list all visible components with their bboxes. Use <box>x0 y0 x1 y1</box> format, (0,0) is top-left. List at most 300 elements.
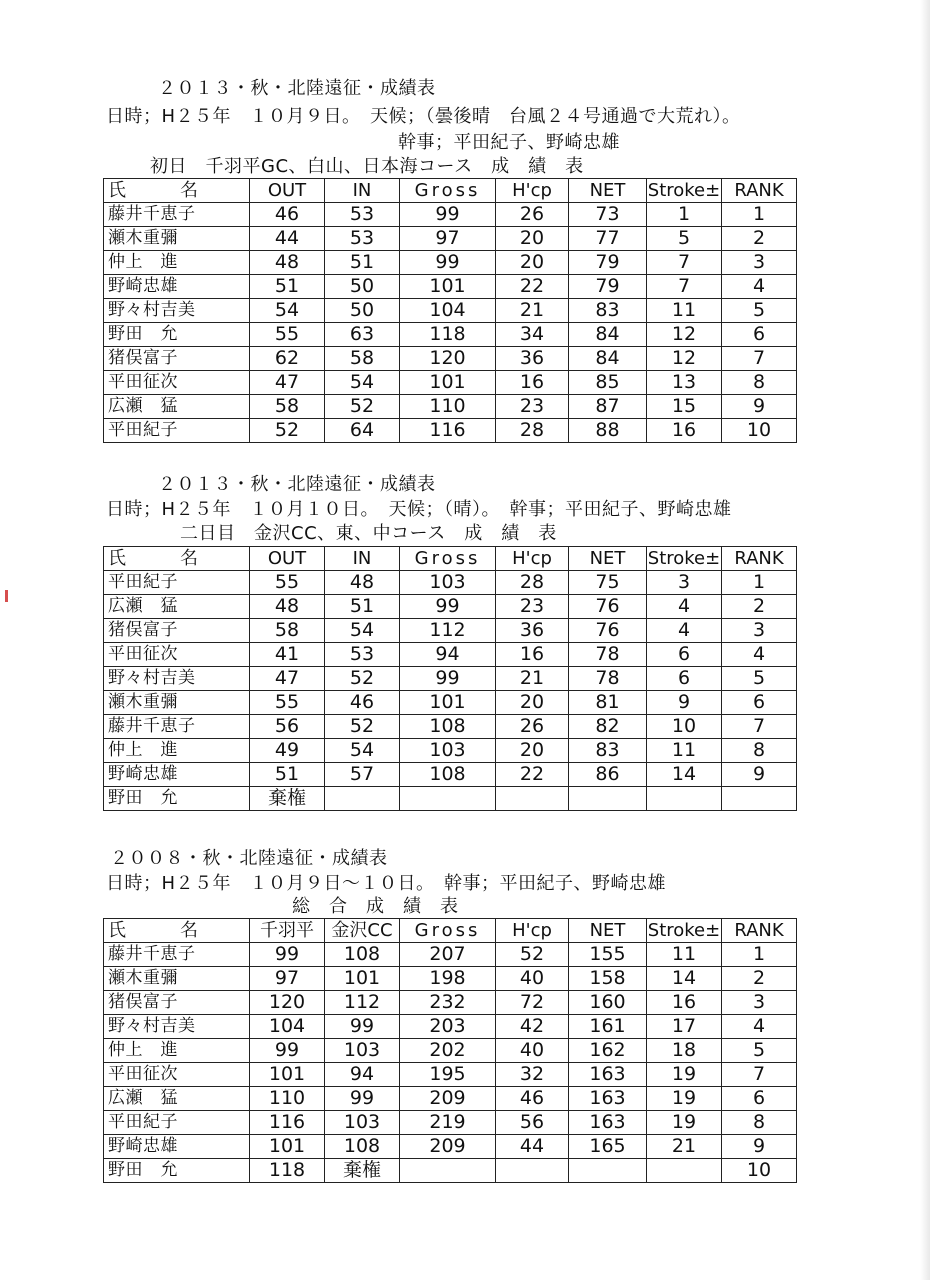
score-col2: 51 <box>325 251 400 275</box>
player-name: 瀬木重彌 <box>104 227 250 251</box>
table-row <box>104 787 797 811</box>
table-row <box>104 991 797 1015</box>
scan-artifact <box>5 590 8 602</box>
score-col1: 44 <box>250 227 325 251</box>
rank: 2 <box>722 227 797 251</box>
section-3-subtitle: 総 合 成 績 表 <box>292 896 459 917</box>
score-col2: 99 <box>325 1015 400 1039</box>
player-name: 野田 允 <box>104 1159 250 1183</box>
score-col1: 56 <box>250 715 325 739</box>
handicap: 26 <box>496 715 569 739</box>
rank: 7 <box>722 715 797 739</box>
score-col1: 118 <box>250 1159 325 1183</box>
net-score <box>569 1159 647 1183</box>
table-row <box>104 1111 797 1135</box>
score-col1: 58 <box>250 619 325 643</box>
player-name: 藤井千恵子 <box>104 943 250 967</box>
section-1-organizer: 幹事；平田紀子、野崎忠雄 <box>398 132 620 153</box>
score-col1: 41 <box>250 643 325 667</box>
table-row <box>104 1015 797 1039</box>
table-row <box>104 299 797 323</box>
score-col2: 108 <box>325 943 400 967</box>
score-col2: 64 <box>325 419 400 443</box>
stroke-diff: 12 <box>647 323 722 347</box>
player-name: 瀬木重彌 <box>104 691 250 715</box>
handicap: 28 <box>496 571 569 595</box>
net-score: 155 <box>569 943 647 967</box>
handicap: 16 <box>496 371 569 395</box>
score-col2: 51 <box>325 595 400 619</box>
handicap: 56 <box>496 1111 569 1135</box>
player-name: 広瀬 猛 <box>104 395 250 419</box>
table-row <box>104 395 797 419</box>
score-col1: 97 <box>250 967 325 991</box>
section-3-info: 日時；H２５年 １０月９日～１０日。 幹事；平田紀子、野崎忠雄 <box>106 873 667 894</box>
handicap <box>496 1159 569 1183</box>
stroke-diff: 7 <box>647 251 722 275</box>
player-name: 平田征次 <box>104 371 250 395</box>
rank: 4 <box>722 275 797 299</box>
rank: 3 <box>722 619 797 643</box>
gross-score: 209 <box>400 1135 496 1159</box>
score-col1: 51 <box>250 763 325 787</box>
player-name: 猪俣富子 <box>104 347 250 371</box>
gross-score: 101 <box>400 691 496 715</box>
handicap: 36 <box>496 619 569 643</box>
gross-score: 219 <box>400 1111 496 1135</box>
net-score: 85 <box>569 371 647 395</box>
stroke-diff: 16 <box>647 991 722 1015</box>
table-row <box>104 595 797 619</box>
gross-score <box>400 787 496 811</box>
score-col2: 54 <box>325 619 400 643</box>
stroke-diff: 19 <box>647 1111 722 1135</box>
handicap: 36 <box>496 347 569 371</box>
handicap: 40 <box>496 1039 569 1063</box>
gross-score: 101 <box>400 371 496 395</box>
score-col1: 99 <box>250 943 325 967</box>
score-col2: 53 <box>325 643 400 667</box>
gross-score: 99 <box>400 595 496 619</box>
rank: 8 <box>722 371 797 395</box>
rank: 5 <box>722 299 797 323</box>
handicap: 23 <box>496 595 569 619</box>
table-row <box>104 371 797 395</box>
stroke-diff: 7 <box>647 275 722 299</box>
player-name: 瀬木重彌 <box>104 967 250 991</box>
handicap: 20 <box>496 691 569 715</box>
table-row <box>104 419 797 443</box>
table-row <box>104 643 797 667</box>
stroke-diff: 13 <box>647 371 722 395</box>
net-score: 79 <box>569 251 647 275</box>
rank: 3 <box>722 251 797 275</box>
player-name: 野崎忠雄 <box>104 1135 250 1159</box>
table-row <box>104 715 797 739</box>
net-score: 83 <box>569 299 647 323</box>
handicap: 34 <box>496 323 569 347</box>
score-col2: 54 <box>325 371 400 395</box>
section-3-title: ２００８・秋・北陸遠征・成績表 <box>110 848 388 869</box>
gross-score: 118 <box>400 323 496 347</box>
score-col1: 48 <box>250 595 325 619</box>
rank: 7 <box>722 347 797 371</box>
gross-score <box>400 1159 496 1183</box>
gross-score: 116 <box>400 419 496 443</box>
header-name: 氏 名 <box>104 919 250 943</box>
stroke-diff: 19 <box>647 1087 722 1111</box>
table-header-row <box>104 919 797 943</box>
rank: 9 <box>722 1135 797 1159</box>
score-col2: 58 <box>325 347 400 371</box>
header-stroke: Stroke± <box>647 548 721 569</box>
stroke-diff: 3 <box>647 571 722 595</box>
header-col2: 金沢CC <box>325 919 400 943</box>
rank: 1 <box>722 203 797 227</box>
handicap: 72 <box>496 991 569 1015</box>
score-col1: 101 <box>250 1135 325 1159</box>
stroke-diff: 6 <box>647 643 722 667</box>
rank: 6 <box>722 691 797 715</box>
stroke-diff: 4 <box>647 595 722 619</box>
score-col2: 48 <box>325 571 400 595</box>
header-net: NET <box>569 179 647 203</box>
stroke-diff: 10 <box>647 715 722 739</box>
player-name: 仲上 進 <box>104 1039 250 1063</box>
handicap: 16 <box>496 643 569 667</box>
score-col1: 55 <box>250 323 325 347</box>
player-name: 広瀬 猛 <box>104 595 250 619</box>
gross-score: 101 <box>400 275 496 299</box>
score-col2: 63 <box>325 323 400 347</box>
score-col1: 58 <box>250 395 325 419</box>
table-header-row <box>104 547 797 571</box>
stroke-diff: 5 <box>647 227 722 251</box>
table-row <box>104 275 797 299</box>
stroke-diff: 6 <box>647 667 722 691</box>
gross-score: 110 <box>400 395 496 419</box>
stroke-diff: 9 <box>647 691 722 715</box>
table-row <box>104 739 797 763</box>
gross-score: 112 <box>400 619 496 643</box>
handicap: 52 <box>496 943 569 967</box>
score-col2: 99 <box>325 1087 400 1111</box>
net-score: 88 <box>569 419 647 443</box>
table-row <box>104 1039 797 1063</box>
header-hcp: H'cp <box>496 919 569 943</box>
score-col2: 52 <box>325 395 400 419</box>
section-1-title: ２０１３・秋・北陸遠征・成績表 <box>158 78 436 99</box>
score-col2: 57 <box>325 763 400 787</box>
score-col2: 46 <box>325 691 400 715</box>
table-row <box>104 619 797 643</box>
header-rank: RANK <box>722 179 797 203</box>
score-col1: 101 <box>250 1063 325 1087</box>
net-score <box>569 787 647 811</box>
stroke-diff: 12 <box>647 347 722 371</box>
gross-score: 207 <box>400 943 496 967</box>
handicap: 32 <box>496 1063 569 1087</box>
score-col2: 54 <box>325 739 400 763</box>
header-stroke: Stroke± <box>647 920 721 941</box>
net-score: 84 <box>569 323 647 347</box>
stroke-diff: 1 <box>647 203 722 227</box>
score-col2: 52 <box>325 667 400 691</box>
handicap <box>496 787 569 811</box>
player-name: 野々村吉美 <box>104 299 250 323</box>
rank <box>722 787 797 811</box>
header-net: NET <box>569 547 647 571</box>
player-name: 仲上 進 <box>104 251 250 275</box>
gross-score: 99 <box>400 667 496 691</box>
stroke-diff: 16 <box>647 419 722 443</box>
net-score: 161 <box>569 1015 647 1039</box>
rank: 8 <box>722 739 797 763</box>
gross-score: 209 <box>400 1087 496 1111</box>
gross-score: 198 <box>400 967 496 991</box>
score-col1: 120 <box>250 991 325 1015</box>
net-score: 86 <box>569 763 647 787</box>
net-score: 162 <box>569 1039 647 1063</box>
gross-score: 103 <box>400 739 496 763</box>
header-col1: 千羽平 <box>250 919 325 943</box>
net-score: 79 <box>569 275 647 299</box>
score-col1: 99 <box>250 1039 325 1063</box>
gross-score: 97 <box>400 227 496 251</box>
net-score: 158 <box>569 967 647 991</box>
score-col1: 62 <box>250 347 325 371</box>
score-col1: 55 <box>250 691 325 715</box>
score-col1: 104 <box>250 1015 325 1039</box>
gross-score: 103 <box>400 571 496 595</box>
score-col1: 48 <box>250 251 325 275</box>
section-2-info: 日時；H２５年 １０月１０日。 天候；（晴）。 幹事；平田紀子、野崎忠雄 <box>106 499 732 520</box>
rank: 9 <box>722 395 797 419</box>
score-col1: 110 <box>250 1087 325 1111</box>
header-hcp: H'cp <box>496 179 569 203</box>
section-1-subtitle: 初日 千羽平GC、白山、日本海コース 成 績 表 <box>150 156 584 177</box>
net-score: 75 <box>569 571 647 595</box>
rank: 8 <box>722 1111 797 1135</box>
stroke-diff <box>647 1159 722 1183</box>
handicap: 28 <box>496 419 569 443</box>
rank: 10 <box>722 419 797 443</box>
section-2-subtitle: 二日目 金沢CC、東、中コース 成 績 表 <box>180 523 557 544</box>
player-name: 野崎忠雄 <box>104 275 250 299</box>
header-name: 氏 名 <box>104 179 250 203</box>
handicap: 21 <box>496 299 569 323</box>
table-row <box>104 347 797 371</box>
handicap: 23 <box>496 395 569 419</box>
page-edge <box>920 0 930 1280</box>
net-score: 76 <box>569 619 647 643</box>
section-2-table <box>103 546 797 811</box>
net-score: 78 <box>569 643 647 667</box>
score-col2: 103 <box>325 1039 400 1063</box>
player-name: 平田征次 <box>104 643 250 667</box>
player-name: 猪俣富子 <box>104 991 250 1015</box>
player-name: 広瀬 猛 <box>104 1087 250 1111</box>
header-stroke: Stroke± <box>647 180 721 201</box>
net-score: 87 <box>569 395 647 419</box>
table-row <box>104 571 797 595</box>
handicap: 20 <box>496 227 569 251</box>
handicap: 21 <box>496 667 569 691</box>
player-name: 藤井千恵子 <box>104 715 250 739</box>
header-net: NET <box>569 919 647 943</box>
header-name: 氏 名 <box>104 547 250 571</box>
score-col2: 103 <box>325 1111 400 1135</box>
rank: 3 <box>722 991 797 1015</box>
gross-score: 108 <box>400 715 496 739</box>
net-score: 73 <box>569 203 647 227</box>
table-row <box>104 1135 797 1159</box>
table-row <box>104 1159 797 1183</box>
score-col2: 53 <box>325 203 400 227</box>
score-col2: 棄権 <box>325 1159 400 1183</box>
table-row <box>104 967 797 991</box>
rank: 10 <box>722 1159 797 1183</box>
gross-score: 104 <box>400 299 496 323</box>
player-name: 野々村吉美 <box>104 667 250 691</box>
section-3-table <box>103 918 797 1183</box>
stroke-diff: 18 <box>647 1039 722 1063</box>
stroke-diff: 11 <box>647 943 722 967</box>
gross-score: 120 <box>400 347 496 371</box>
net-score: 76 <box>569 595 647 619</box>
table-row <box>104 667 797 691</box>
score-col1: 116 <box>250 1111 325 1135</box>
stroke-diff: 14 <box>647 763 722 787</box>
score-col2: 112 <box>325 991 400 1015</box>
player-name: 野田 允 <box>104 787 250 811</box>
table-row <box>104 1087 797 1111</box>
gross-score: 99 <box>400 251 496 275</box>
rank: 2 <box>722 595 797 619</box>
header-gross: Gross <box>400 547 496 571</box>
score-col2: 94 <box>325 1063 400 1087</box>
rank: 4 <box>722 643 797 667</box>
score-col1: 47 <box>250 667 325 691</box>
rank: 1 <box>722 571 797 595</box>
player-name: 野田 允 <box>104 323 250 347</box>
header-gross: Gross <box>400 919 496 943</box>
net-score: 163 <box>569 1087 647 1111</box>
net-score: 77 <box>569 227 647 251</box>
player-name: 平田紀子 <box>104 571 250 595</box>
gross-score: 99 <box>400 203 496 227</box>
rank: 6 <box>722 1087 797 1111</box>
score-col2: 108 <box>325 1135 400 1159</box>
net-score: 78 <box>569 667 647 691</box>
score-col1: 47 <box>250 371 325 395</box>
net-score: 83 <box>569 739 647 763</box>
score-col2 <box>325 787 400 811</box>
gross-score: 232 <box>400 991 496 1015</box>
table-row <box>104 763 797 787</box>
handicap: 20 <box>496 251 569 275</box>
table-row <box>104 203 797 227</box>
stroke-diff: 14 <box>647 967 722 991</box>
gross-score: 203 <box>400 1015 496 1039</box>
handicap: 42 <box>496 1015 569 1039</box>
score-col1: 51 <box>250 275 325 299</box>
net-score: 160 <box>569 991 647 1015</box>
score-col1: 54 <box>250 299 325 323</box>
player-name: 猪俣富子 <box>104 619 250 643</box>
score-col1: 49 <box>250 739 325 763</box>
net-score: 84 <box>569 347 647 371</box>
score-col1: 55 <box>250 571 325 595</box>
handicap: 26 <box>496 203 569 227</box>
gross-score: 202 <box>400 1039 496 1063</box>
rank: 9 <box>722 763 797 787</box>
rank: 5 <box>722 1039 797 1063</box>
gross-score: 94 <box>400 643 496 667</box>
player-name: 野崎忠雄 <box>104 763 250 787</box>
handicap: 44 <box>496 1135 569 1159</box>
header-col1: OUT <box>250 179 325 203</box>
rank: 2 <box>722 967 797 991</box>
header-hcp: H'cp <box>496 547 569 571</box>
score-col2: 101 <box>325 967 400 991</box>
header-col2: IN <box>325 547 400 571</box>
table-row <box>104 227 797 251</box>
section-1-info: 日時；H２５年 １０月９日。 天候；（曇後晴 台風２４号通過で大荒れ）。 <box>106 106 741 127</box>
stroke-diff: 11 <box>647 739 722 763</box>
header-col2: IN <box>325 179 400 203</box>
rank: 5 <box>722 667 797 691</box>
section-1-table <box>103 178 797 443</box>
header-col1: OUT <box>250 547 325 571</box>
handicap: 40 <box>496 967 569 991</box>
player-name: 平田紀子 <box>104 419 250 443</box>
header-rank: RANK <box>722 919 797 943</box>
net-score: 163 <box>569 1063 647 1087</box>
rank: 6 <box>722 323 797 347</box>
score-col1: 棄権 <box>250 787 325 811</box>
handicap: 22 <box>496 275 569 299</box>
net-score: 163 <box>569 1111 647 1135</box>
table-row <box>104 323 797 347</box>
header-rank: RANK <box>722 547 797 571</box>
table-row <box>104 251 797 275</box>
rank: 1 <box>722 943 797 967</box>
rank: 4 <box>722 1015 797 1039</box>
net-score: 82 <box>569 715 647 739</box>
player-name: 藤井千恵子 <box>104 203 250 227</box>
player-name: 野々村吉美 <box>104 1015 250 1039</box>
handicap: 22 <box>496 763 569 787</box>
score-col1: 46 <box>250 203 325 227</box>
player-name: 平田紀子 <box>104 1111 250 1135</box>
stroke-diff: 4 <box>647 619 722 643</box>
handicap: 20 <box>496 739 569 763</box>
score-col2: 52 <box>325 715 400 739</box>
net-score: 81 <box>569 691 647 715</box>
table-row <box>104 943 797 967</box>
header-gross: Gross <box>400 179 496 203</box>
stroke-diff: 11 <box>647 299 722 323</box>
stroke-diff: 15 <box>647 395 722 419</box>
stroke-diff: 19 <box>647 1063 722 1087</box>
handicap: 46 <box>496 1087 569 1111</box>
table-row <box>104 1063 797 1087</box>
table-row <box>104 691 797 715</box>
score-col2: 50 <box>325 275 400 299</box>
gross-score: 195 <box>400 1063 496 1087</box>
score-col2: 50 <box>325 299 400 323</box>
